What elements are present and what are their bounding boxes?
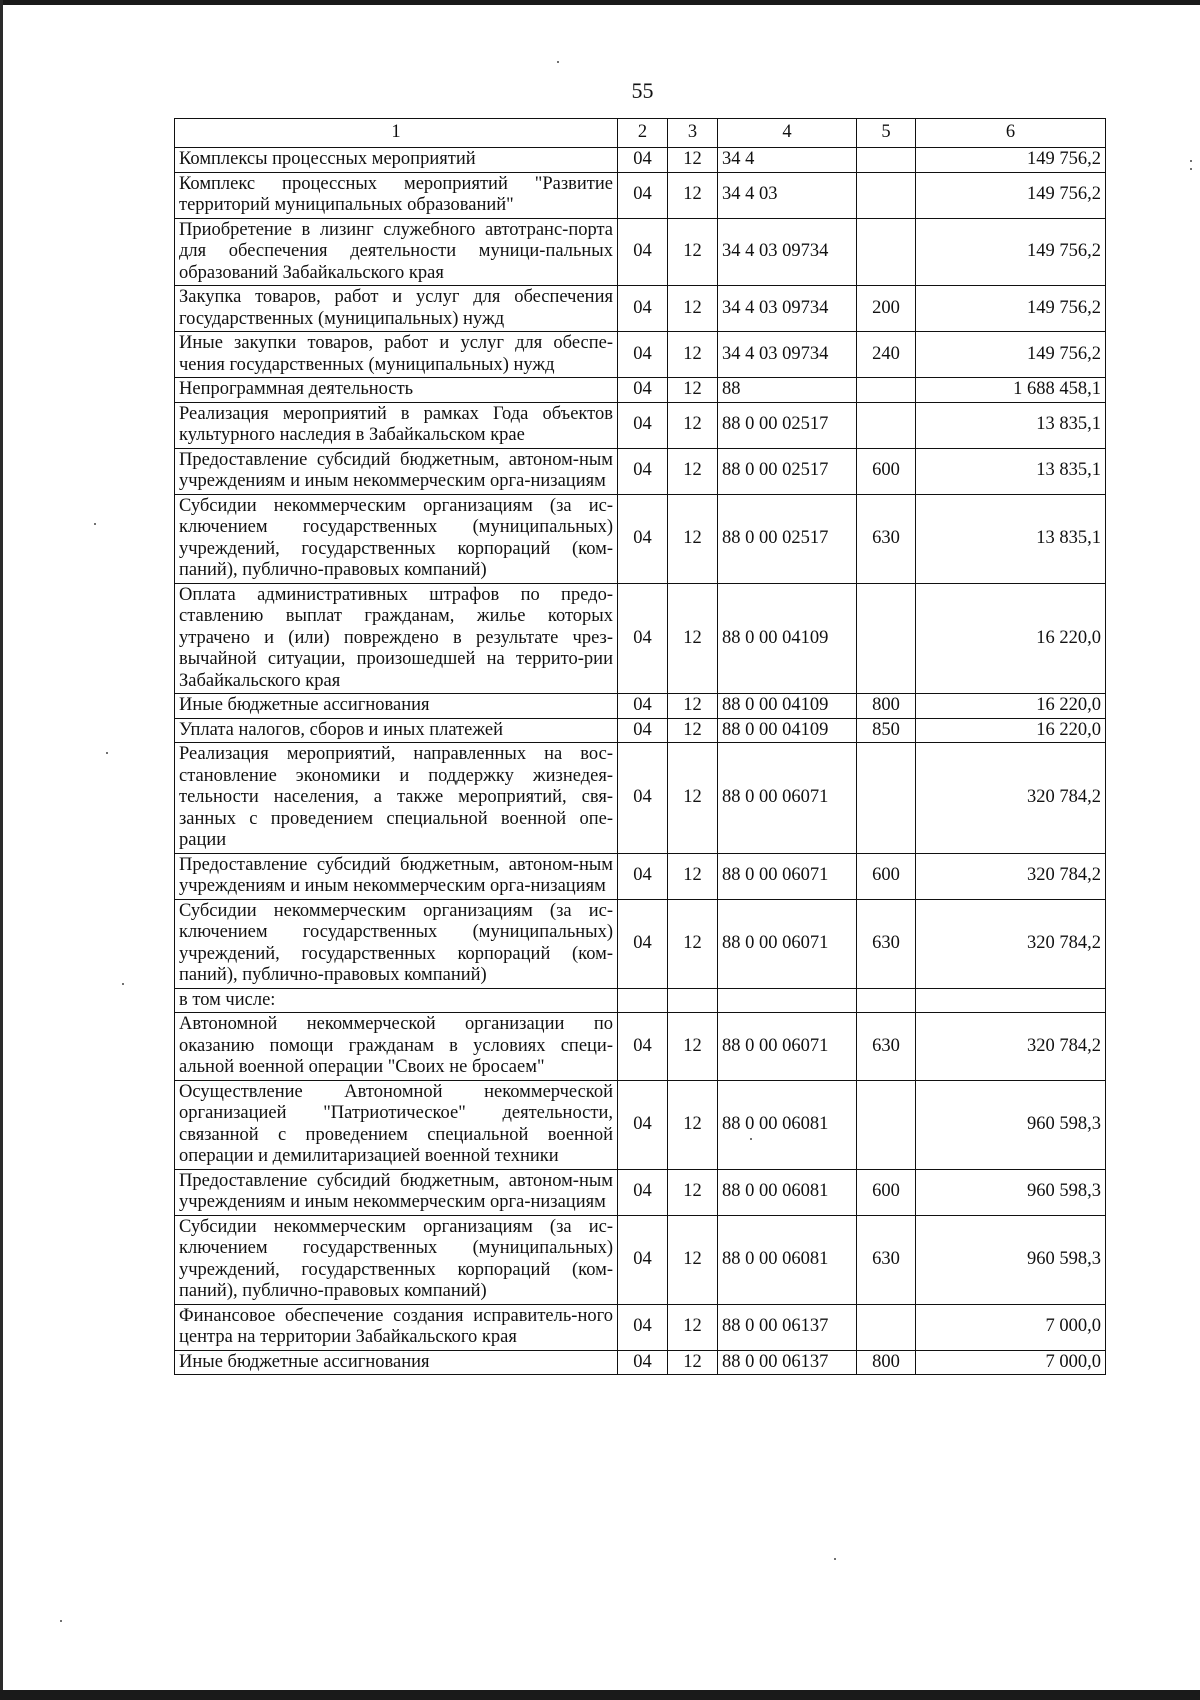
row-name-cell: Реализация мероприятий в рамках Года объектов культурного наследия в Забайкальском крае [175, 402, 618, 448]
scan-speck [122, 983, 124, 985]
row-amount-cell: 149 756,2 [916, 332, 1106, 378]
row-amount-cell: 149 756,2 [916, 172, 1106, 218]
row-subsection-cell: 12 [668, 148, 718, 173]
row-expense-type-cell: 600 [857, 448, 916, 494]
row-target-article-cell: 88 0 00 06137 [718, 1350, 857, 1375]
table-row [175, 1013, 1106, 1081]
row-expense-type-cell [857, 583, 916, 694]
row-section-cell: 04 [618, 694, 668, 719]
scan-edge-top [0, 0, 1200, 5]
row-amount-cell: 149 756,2 [916, 148, 1106, 173]
table-row [175, 1169, 1106, 1215]
table-row [175, 448, 1106, 494]
table-row [175, 172, 1106, 218]
table-row [175, 899, 1106, 988]
row-name-cell: Субсидии некоммерческим организациям (за ис-ключением государственных (муниципальных) учреждений, государственных корпораций (ком-паний), публично-правовых компаний) [175, 494, 618, 583]
row-section-cell: 04 [618, 1215, 668, 1304]
row-name-cell: Уплата налогов, сборов и иных платежей [175, 718, 618, 743]
row-section-cell: 04 [618, 148, 668, 173]
row-subsection-cell: 12 [668, 853, 718, 899]
row-expense-type-cell [857, 402, 916, 448]
row-target-article-cell: 88 0 00 04109 [718, 694, 857, 719]
row-target-article-cell: 88 0 00 06081 [718, 1215, 857, 1304]
table-row [175, 1215, 1106, 1304]
row-section-cell: 04 [618, 1350, 668, 1375]
row-section-cell: 04 [618, 1080, 668, 1169]
row-target-article-cell: 88 0 00 06081 [718, 1169, 857, 1215]
row-amount-cell: 16 220,0 [916, 694, 1106, 719]
row-subsection-cell: 12 [668, 218, 718, 286]
row-section-cell: 04 [618, 899, 668, 988]
table-header-row [175, 119, 1106, 148]
row-section-cell: 04 [618, 378, 668, 403]
row-subsection-cell: 12 [668, 378, 718, 403]
table-body [175, 148, 1106, 1375]
row-expense-type-cell: 240 [857, 332, 916, 378]
header-col-2: 2 [618, 119, 668, 148]
row-name-cell: Иные бюджетные ассигнования [175, 694, 618, 719]
scan-speck [1190, 168, 1192, 170]
row-section-cell: 04 [618, 218, 668, 286]
row-subsection-cell: 12 [668, 1013, 718, 1081]
row-target-article-cell: 88 0 00 04109 [718, 718, 857, 743]
table-row [175, 853, 1106, 899]
header-col-5: 5 [857, 119, 916, 148]
row-amount-cell: 320 784,2 [916, 899, 1106, 988]
row-expense-type-cell [857, 988, 916, 1013]
header-col-4: 4 [718, 119, 857, 148]
row-expense-type-cell: 600 [857, 853, 916, 899]
row-amount-cell: 960 598,3 [916, 1080, 1106, 1169]
row-name-cell: Приобретение в лизинг служебного автотранс-порта для обеспечения деятельности муници-пальных образований Забайкальского края [175, 218, 618, 286]
row-amount-cell: 960 598,3 [916, 1215, 1106, 1304]
row-amount-cell: 149 756,2 [916, 218, 1106, 286]
table-row [175, 494, 1106, 583]
row-expense-type-cell: 600 [857, 1169, 916, 1215]
row-amount-cell: 13 835,1 [916, 494, 1106, 583]
row-amount-cell: 16 220,0 [916, 583, 1106, 694]
table-row [175, 402, 1106, 448]
row-subsection-cell: 12 [668, 1169, 718, 1215]
table-row [175, 583, 1106, 694]
row-name-cell: Осуществление Автономной некоммерческой организацией "Патриотическое" деятельности, связанной с проведением специальной военной операции и демилитаризацией военной техники [175, 1080, 618, 1169]
scan-speck [94, 523, 96, 525]
row-target-article-cell: 88 0 00 02517 [718, 494, 857, 583]
row-section-cell: 04 [618, 1013, 668, 1081]
table-row [175, 743, 1106, 854]
row-name-cell: Реализация мероприятий, направленных на вос-становление экономики и поддержку жизнедея-тельности населения, а также мероприятий, свя-занных с проведением специальной военной опе-рации [175, 743, 618, 854]
row-expense-type-cell [857, 148, 916, 173]
row-expense-type-cell [857, 378, 916, 403]
row-name-cell: Субсидии некоммерческим организациям (за ис-ключением государственных (муниципальных) учреждений, государственных корпораций (ком-паний), публично-правовых компаний) [175, 1215, 618, 1304]
row-target-article-cell: 88 [718, 378, 857, 403]
table-row [175, 332, 1106, 378]
table-row [175, 218, 1106, 286]
row-subsection-cell: 12 [668, 1215, 718, 1304]
row-subsection-cell: 12 [668, 332, 718, 378]
row-section-cell: 04 [618, 1169, 668, 1215]
row-amount-cell: 13 835,1 [916, 402, 1106, 448]
row-amount-cell: 960 598,3 [916, 1169, 1106, 1215]
scan-edge-bottom [0, 1690, 1200, 1700]
row-section-cell: 04 [618, 448, 668, 494]
row-target-article-cell: 88 0 00 06071 [718, 1013, 857, 1081]
row-name-cell: Субсидии некоммерческим организациям (за ис-ключением государственных (муниципальных) учреждений, государственных корпораций (ком-паний), публично-правовых компаний) [175, 899, 618, 988]
row-target-article-cell [718, 988, 857, 1013]
row-name-cell: Непрограммная деятельность [175, 378, 618, 403]
row-amount-cell: 1 688 458,1 [916, 378, 1106, 403]
row-subsection-cell: 12 [668, 402, 718, 448]
header-col-1: 1 [175, 119, 618, 148]
table-row [175, 1350, 1106, 1375]
row-name-cell: Закупка товаров, работ и услуг для обеспечения государственных (муниципальных) нужд [175, 286, 618, 332]
row-section-cell [618, 988, 668, 1013]
row-name-cell: Предоставление субсидий бюджетным, автоном-ным учреждениям и иным некоммерческим орга-низациям [175, 853, 618, 899]
row-expense-type-cell: 630 [857, 494, 916, 583]
row-target-article-cell: 88 0 00 06071 [718, 853, 857, 899]
row-section-cell: 04 [618, 853, 668, 899]
page-number: 55 [631, 78, 654, 103]
row-expense-type-cell [857, 1080, 916, 1169]
table-row [175, 1080, 1106, 1169]
row-target-article-cell: 34 4 03 [718, 172, 857, 218]
row-section-cell: 04 [618, 1304, 668, 1350]
row-name-cell: Иные бюджетные ассигнования [175, 1350, 618, 1375]
row-section-cell: 04 [618, 402, 668, 448]
row-amount-cell: 7 000,0 [916, 1350, 1106, 1375]
row-target-article-cell: 88 0 00 02517 [718, 402, 857, 448]
row-name-cell: Финансовое обеспечение создания исправитель-ного центра на территории Забайкальского края [175, 1304, 618, 1350]
table-row [175, 148, 1106, 173]
row-subsection-cell: 12 [668, 1304, 718, 1350]
row-name-cell: Комплекс процессных мероприятий "Развитие территорий муниципальных образований" [175, 172, 618, 218]
row-amount-cell: 320 784,2 [916, 1013, 1106, 1081]
row-target-article-cell: 34 4 03 09734 [718, 332, 857, 378]
table-row [175, 694, 1106, 719]
row-expense-type-cell: 630 [857, 1013, 916, 1081]
table-row [175, 1304, 1106, 1350]
row-expense-type-cell: 800 [857, 694, 916, 719]
row-name-cell: Иные закупки товаров, работ и услуг для обеспе-чения государственных (муниципальных) нужд [175, 332, 618, 378]
row-target-article-cell: 88 0 00 02517 [718, 448, 857, 494]
row-target-article-cell: 88 0 00 06071 [718, 743, 857, 854]
header-col-3: 3 [668, 119, 718, 148]
row-section-cell: 04 [618, 494, 668, 583]
table-row [175, 286, 1106, 332]
row-target-article-cell: 88 0 00 06071 [718, 899, 857, 988]
row-name-cell: Оплата административных штрафов по предо-ставлению выплат гражданам, жилье которых утрачено и (или) повреждено в результате чрез-вычайной ситуации, произошедшей на террито-рии Забайкальского края [175, 583, 618, 694]
row-target-article-cell: 34 4 03 09734 [718, 218, 857, 286]
row-amount-cell: 13 835,1 [916, 448, 1106, 494]
header-col-6: 6 [916, 119, 1106, 148]
row-expense-type-cell: 200 [857, 286, 916, 332]
scan-speck [750, 1138, 752, 1140]
row-subsection-cell: 12 [668, 743, 718, 854]
row-subsection-cell [668, 988, 718, 1013]
row-subsection-cell: 12 [668, 1350, 718, 1375]
row-target-article-cell: 88 0 00 06081 [718, 1080, 857, 1169]
row-subsection-cell: 12 [668, 694, 718, 719]
row-name-cell: Комплексы процессных мероприятий [175, 148, 618, 173]
row-name-cell: Предоставление субсидий бюджетным, автоном-ным учреждениям и иным некоммерческим орга-низациям [175, 1169, 618, 1215]
row-section-cell: 04 [618, 286, 668, 332]
row-subsection-cell: 12 [668, 718, 718, 743]
row-amount-cell [916, 988, 1106, 1013]
row-target-article-cell: 88 0 00 06137 [718, 1304, 857, 1350]
row-amount-cell: 320 784,2 [916, 853, 1106, 899]
row-expense-type-cell: 630 [857, 1215, 916, 1304]
row-expense-type-cell [857, 172, 916, 218]
row-target-article-cell: 34 4 [718, 148, 857, 173]
row-target-article-cell: 34 4 03 09734 [718, 286, 857, 332]
scan-edge-left [0, 0, 3, 1700]
row-expense-type-cell [857, 743, 916, 854]
row-expense-type-cell: 800 [857, 1350, 916, 1375]
row-subsection-cell: 12 [668, 286, 718, 332]
row-subsection-cell: 12 [668, 448, 718, 494]
scan-speck [834, 1558, 836, 1560]
row-subsection-cell: 12 [668, 1080, 718, 1169]
scan-speck [60, 1620, 62, 1622]
row-subsection-cell: 12 [668, 494, 718, 583]
row-amount-cell: 16 220,0 [916, 718, 1106, 743]
scan-speck [106, 752, 108, 754]
table-row [175, 718, 1106, 743]
row-target-article-cell: 88 0 00 04109 [718, 583, 857, 694]
row-section-cell: 04 [618, 332, 668, 378]
scan-speck [557, 61, 559, 63]
row-name-cell: Автономной некоммерческой организации по оказанию помощи гражданам в условиях специ-альной военной операции "Своих не бросаем" [175, 1013, 618, 1081]
table-row [175, 378, 1106, 403]
row-amount-cell: 149 756,2 [916, 286, 1106, 332]
row-subsection-cell: 12 [668, 172, 718, 218]
row-section-cell: 04 [618, 718, 668, 743]
row-expense-type-cell: 850 [857, 718, 916, 743]
row-section-cell: 04 [618, 172, 668, 218]
row-amount-cell: 320 784,2 [916, 743, 1106, 854]
row-section-cell: 04 [618, 583, 668, 694]
row-section-cell: 04 [618, 743, 668, 854]
table-row [175, 988, 1106, 1013]
row-expense-type-cell [857, 218, 916, 286]
budget-table [174, 118, 1106, 1375]
scan-speck [1190, 160, 1192, 162]
row-subsection-cell: 12 [668, 583, 718, 694]
row-name-cell: в том числе: [175, 988, 618, 1013]
row-expense-type-cell [857, 1304, 916, 1350]
row-expense-type-cell: 630 [857, 899, 916, 988]
row-name-cell: Предоставление субсидий бюджетным, автоном-ным учреждениям и иным некоммерческим орга-низациям [175, 448, 618, 494]
row-amount-cell: 7 000,0 [916, 1304, 1106, 1350]
row-subsection-cell: 12 [668, 899, 718, 988]
